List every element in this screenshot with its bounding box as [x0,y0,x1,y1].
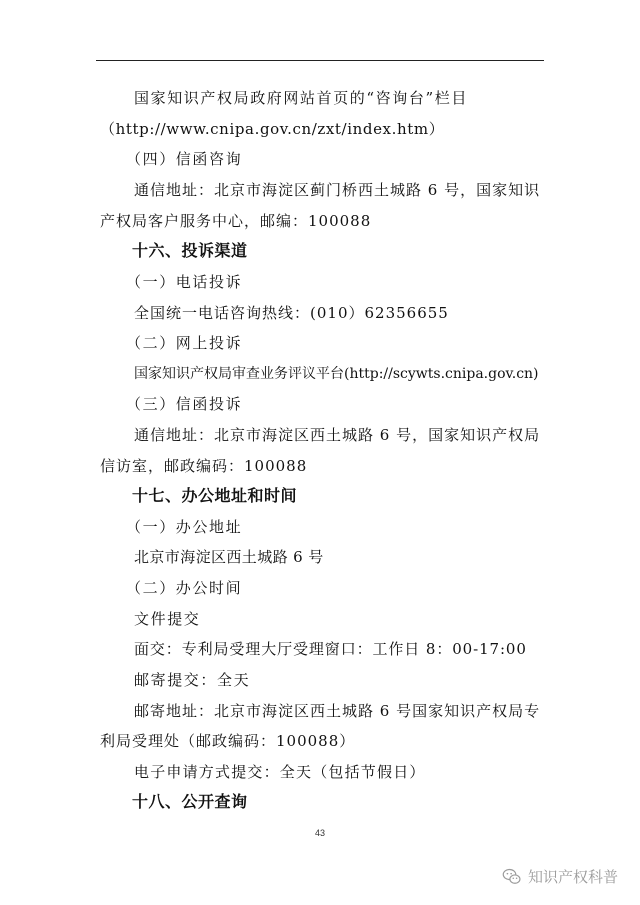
body-line: 邮寄提交：全天 [134,671,251,689]
body-line: 全国统一电话咨询热线：(010）62356655 [134,304,449,322]
body-line: 产权局客户服务中心，邮编：100088 [100,212,372,230]
header-rule [96,60,544,61]
body-line: 信访室，邮政编码：100088 [100,457,308,475]
body-line: 国家知识产权局政府网站首页的“咨询台”栏目 [134,89,468,107]
subheading: （二）网上投诉 [126,334,243,352]
body-line: 邮寄地址：北京市海淀区西土城路 6 号国家知识产权局专 [134,702,541,720]
section-heading: 十七、办公地址和时间 [132,486,298,505]
body-line: 国家知识产权局审查业务评议平台(http://scywts.cnipa.gov.cn) [134,366,539,382]
section-heading: 十六、投诉渠道 [132,241,248,260]
subheading: （一）电话投诉 [126,273,243,291]
subheading: （二）办公时间 [126,579,243,597]
subheading: （三）信函投诉 [126,395,243,413]
body-line: 北京市海淀区西土城路 6 号 [134,548,324,566]
body-line: 电子申请方式提交：全天（包括节假日） [134,763,426,781]
subheading: （四）信函咨询 [126,150,243,168]
watermark-text: 知识产权科普 [527,868,618,886]
body-line: 通信地址：北京市海淀区西土城路 6 号，国家知识产权局 [134,426,541,444]
body-line: 利局受理处（邮政编码：100088） [100,732,356,750]
page-number: 43 [314,828,325,838]
section-heading: 十八、公开查询 [132,792,248,811]
body-line: 通信地址：北京市海淀区蓟门桥西土城路 6 号，国家知识 [134,181,541,199]
watermark [502,866,618,887]
subheading: （一）办公地址 [126,518,243,536]
body-line: （http://www.cnipa.gov.cn/zxt/index.htm） [100,120,445,138]
body-line: 面交：专利局受理大厅受理窗口：工作日 8：00-17:00 [134,640,527,658]
wechat-icon [502,867,522,887]
body-line: 文件提交 [134,610,201,628]
